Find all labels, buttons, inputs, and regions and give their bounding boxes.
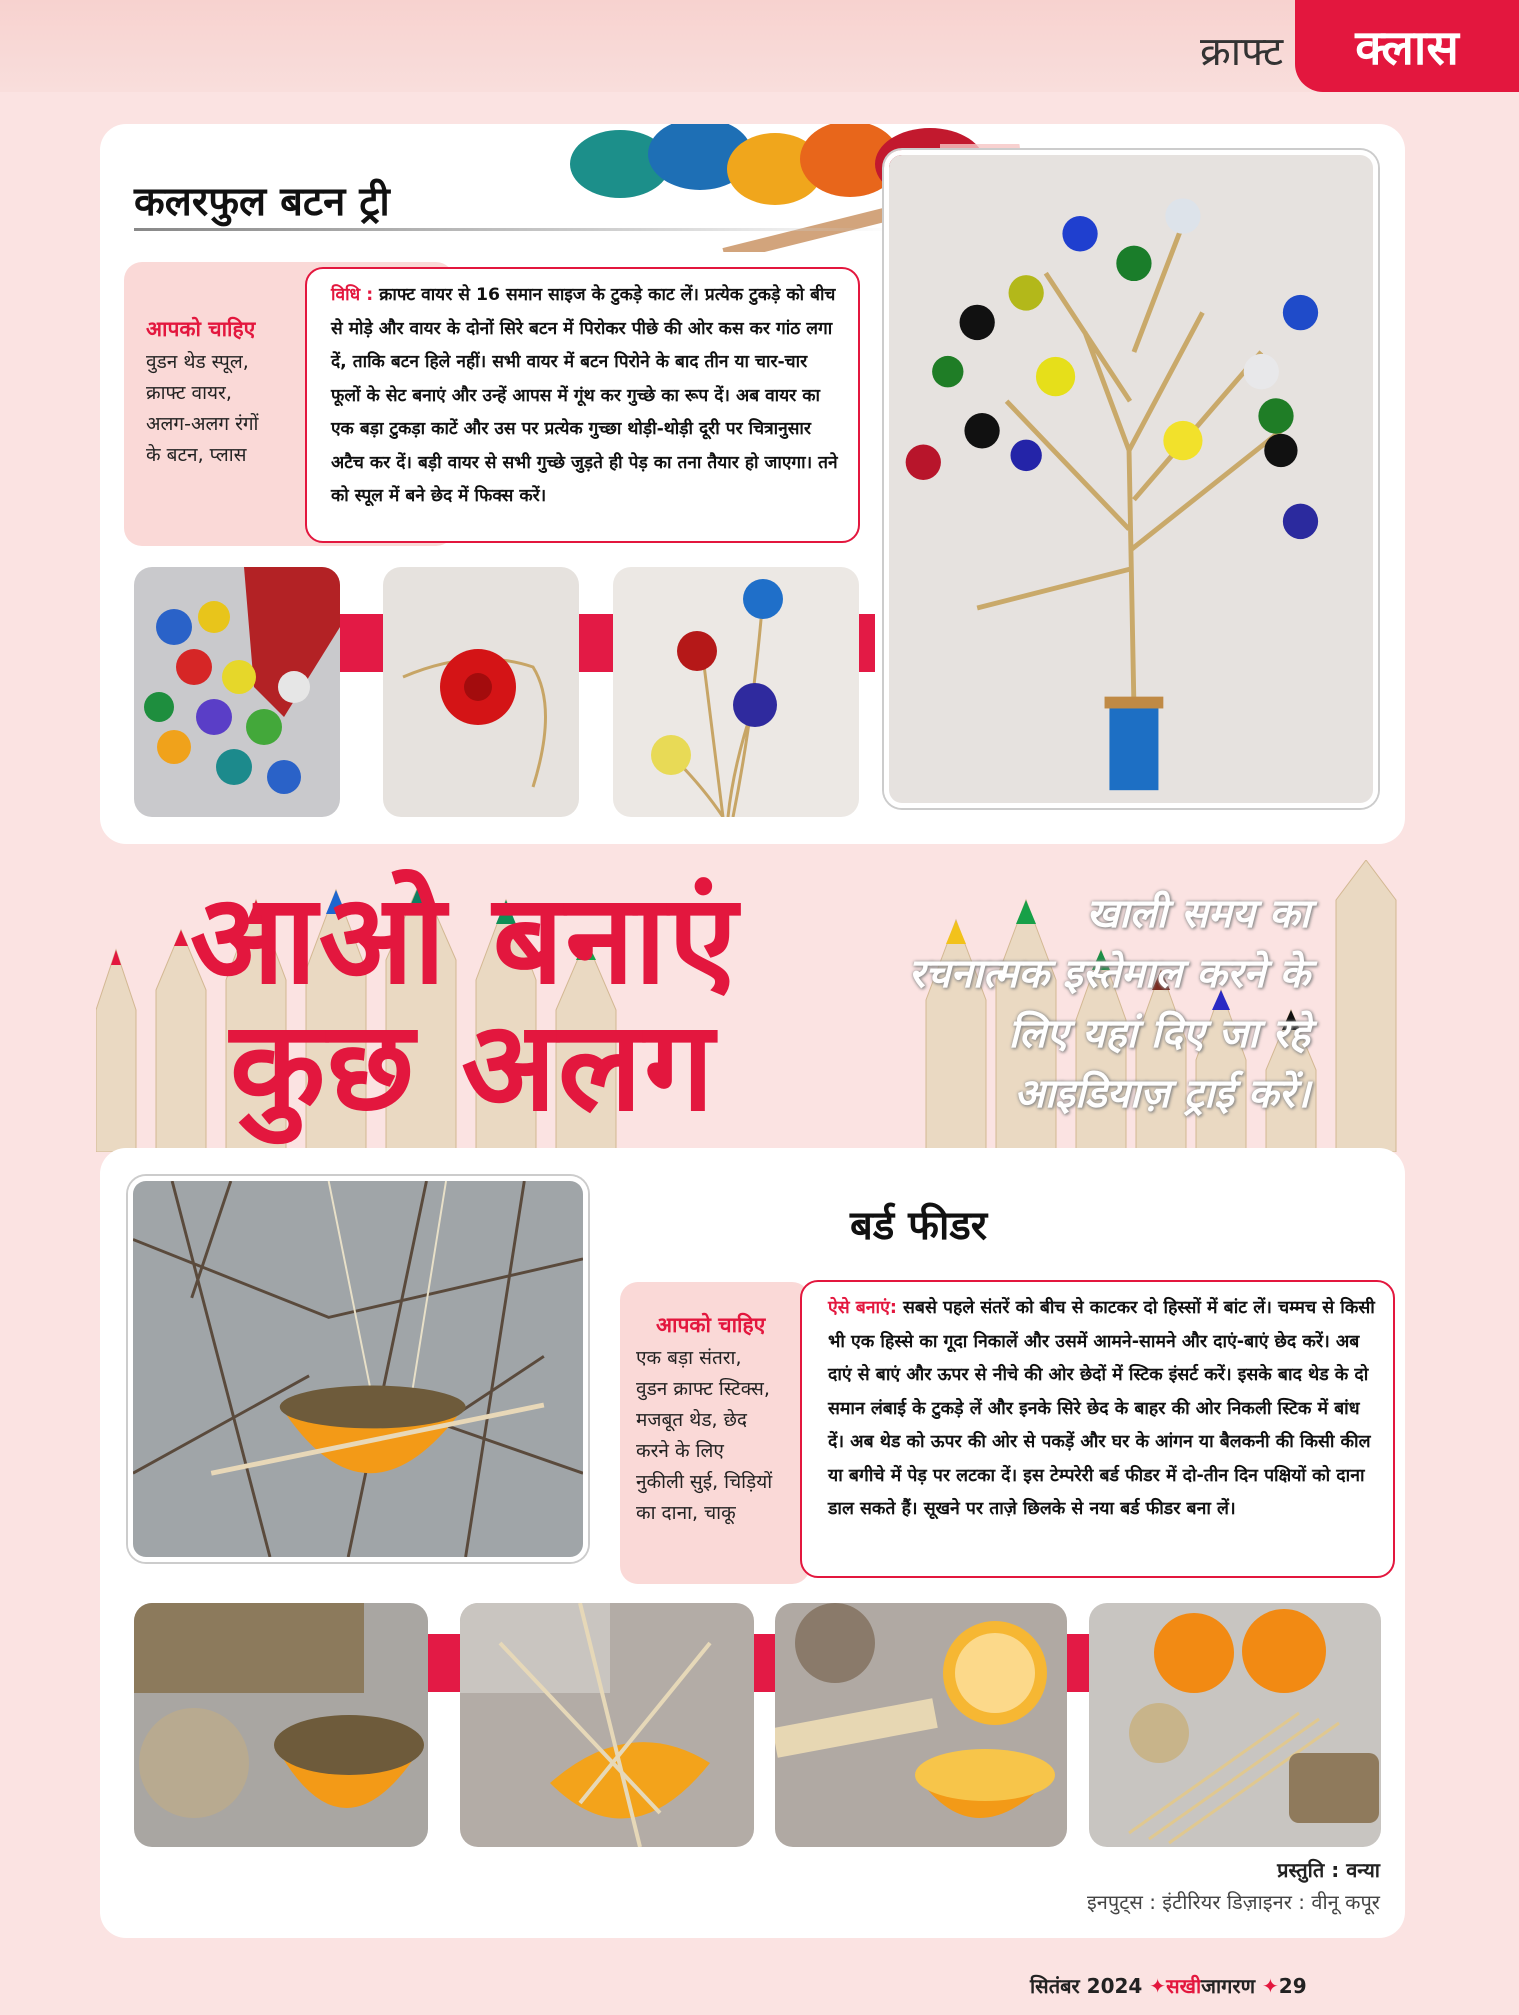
ingredients-photo — [1089, 1603, 1381, 1847]
magazine-name-2: जागरण — [1201, 1974, 1256, 1998]
materials-line: अलग-अलग रंगों — [146, 413, 259, 435]
section-tab: क्लास — [1295, 0, 1519, 92]
magazine-name: सखी — [1166, 1974, 1202, 1998]
orange-pulp-photo — [775, 1603, 1067, 1847]
intro-line: रचनात्मक इस्तेमाल करने के — [908, 951, 1310, 997]
materials-box — [620, 1282, 810, 1584]
header-bar — [0, 0, 1519, 92]
method-label: विधि : — [331, 285, 374, 305]
method-text: क्राफ्ट वायर से 16 समान साइज के टुकड़े काट लें। प्रत्येक टुकड़े को बीच से मोड़े और वायर के दोनों सिरे बटन में पिरोकर पीछे की ओर कस कर गांठ लगा दें, ताकि बटन हिले नहीं। सभी वायर में बटन पिरोने के बाद तीन या चार-चार फूलों के सेट बनाएं और उन्हें आपस में गूंथ कर गुच्छे का रूप दें। अब वायर का एक बड़ा टुकड़ा काटें और उस पर प्रत्येक गुच्छा थोड़ी-थोड़ी दूरी पर चित्रानुसार अटैच कर दें। बड़ी वायर से सभी गुच्छे जुड़ते ही पेड़ का तना तैयार हो जाएगा। तने को स्पूल में बने छेद में फिक्स करें। — [331, 285, 838, 506]
banner-title-line2: कुछ अलग — [230, 995, 716, 1139]
footer-separator: ✦ — [1149, 1974, 1167, 1998]
materials-line: करने के लिए — [636, 1440, 724, 1462]
materials-heading: आपको चाहिए — [656, 1313, 766, 1337]
method-box — [800, 1280, 1395, 1578]
materials-line: नुकीली सुई, चिड़ियों — [636, 1471, 773, 1493]
footer-month: सितंबर 2024 — [1030, 1974, 1143, 1998]
page-footer — [1030, 1972, 1360, 1999]
button-flowers-photo — [613, 567, 859, 817]
method-label: ऐसे बनाएं: — [828, 1298, 897, 1318]
credit-presented-by: प्रस्तुति : वन्या — [1277, 1858, 1380, 1882]
banner-intro — [790, 884, 1310, 1124]
footer-separator: ✦ — [1262, 1974, 1279, 1998]
materials-line: वुडन थेड स्पूल, — [146, 351, 249, 373]
page-number: 29 — [1278, 1974, 1307, 1998]
banner-title-line1: आओ बनाएं — [190, 868, 740, 1012]
materials-line: मजबूत थेड, छेद — [636, 1409, 747, 1431]
materials-line: के बटन, प्लास — [146, 444, 247, 466]
materials-heading: आपको चाहिए — [146, 317, 256, 341]
button-tree-photo — [884, 150, 1378, 808]
materials-line: एक बड़ा संतरा, — [636, 1347, 742, 1369]
materials-line: वुडन क्राफ्ट स्टिक्स, — [636, 1378, 770, 1400]
title-rule — [134, 228, 894, 231]
section-label: क्राफ्ट — [1200, 29, 1284, 75]
bird-feeder-photo — [128, 1176, 588, 1562]
materials-line: क्राफ्ट वायर, — [146, 382, 232, 404]
article-title: कलरफुल बटन ट्री — [134, 179, 390, 225]
bird-seed-photo — [134, 1603, 428, 1847]
buttons-photo — [134, 567, 340, 817]
method-text: सबसे पहले संतरें को बीच से काटकर दो हिस्सों में बांट लें। चम्मच से किसी भी एक हिस्से का गूदा निकालें और उसमें आमने-सामने और दाएं-बाएं छेद करें। अब दाएं से बाएं और ऊपर से नीचे की ओर छेदों में स्टिक इंसर्ट करें। इसके बाद थेड के दो समान लंबाई के टुकड़े लें और इनके सिरे छेद के बाहर की ओर निकली स्टिक में बांध दें। अब थेड को ऊपर की ओर से पकड़ें और घर के आंगन या बैलकनी की किसी कील या बगीचे में पेड़ पर लटका दें। इस टेम्परेरी बर्ड फीडर में दो-तीन दिन पक्षियों को दाना डाल सकते हैं। सूखने पर ताज़े छिलके से नया बर्ड फीडर बना लें। — [828, 1298, 1375, 1519]
intro-line: आइडियाज़ ट्राई करें। — [1014, 1071, 1310, 1117]
button-wire-photo — [383, 567, 579, 817]
intro-line: खाली समय का — [1086, 891, 1310, 937]
credit-inputs: इनपुट्स : इंटीरियर डिज़ाइनर : वीनू कपूर — [1086, 1890, 1380, 1914]
method-box — [305, 267, 860, 543]
article-title: बर्ड फीडर — [850, 1203, 988, 1249]
intro-line: लिए यहां दिए जा रहे — [1008, 1011, 1310, 1057]
materials-line: का दाना, चाकू — [636, 1502, 736, 1524]
orange-sticks-photo — [460, 1603, 754, 1847]
